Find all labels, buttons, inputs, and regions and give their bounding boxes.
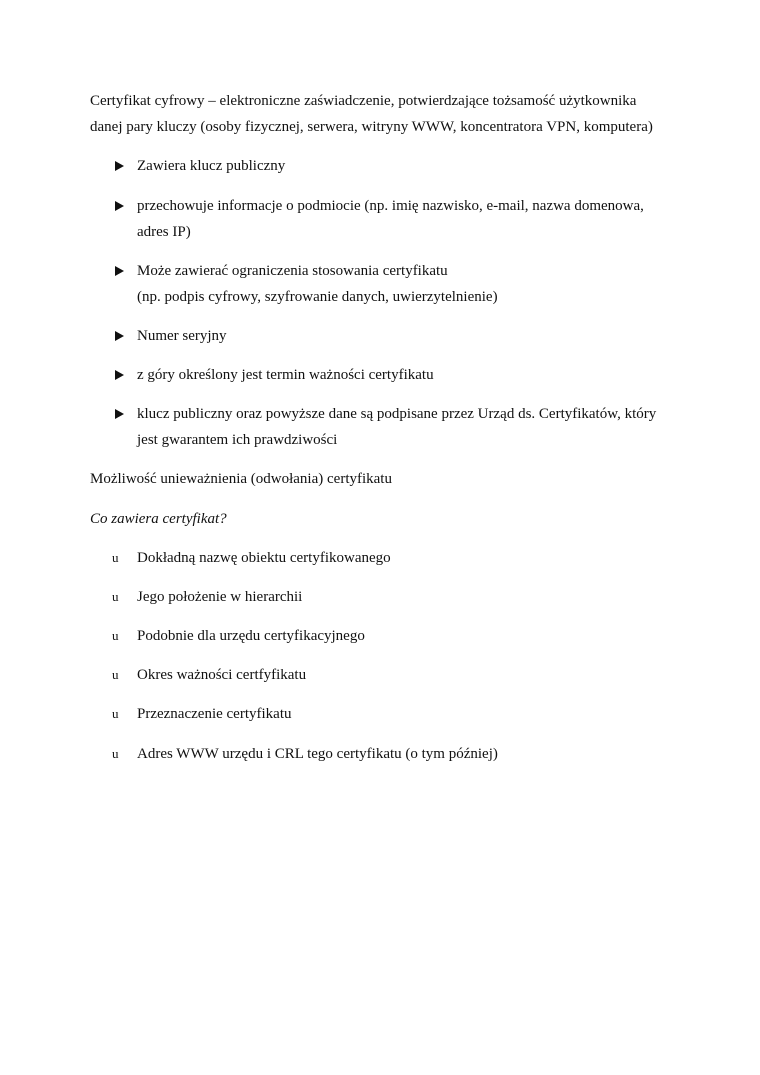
feature-text [137, 258, 692, 310]
feature-item [112, 153, 692, 179]
contents-item [112, 662, 692, 688]
feature-text-line-2: jest gwarantem ich prawdziwości [137, 432, 338, 448]
feature-text-line-2: (np. podpis cyfrowy, szyfrowanie danych, uwierzytelnienie) [137, 289, 498, 305]
contents-item [112, 701, 692, 727]
intro-paragraph [90, 88, 690, 140]
contents-item [112, 545, 692, 571]
contents-text: Dokładną nazwę obiektu certyfikowanego [137, 550, 391, 566]
contents-item [112, 741, 692, 767]
contents-text: Jego położenie w hierarchii [137, 589, 303, 605]
feature-item [112, 258, 692, 310]
feature-text-line-1: klucz publiczny oraz powyższe dane są podpisane przez Urząd ds. Certyfikatów, który [137, 406, 657, 422]
feature-item [112, 193, 692, 245]
feature-text: z góry określony jest termin ważności certyfikatu [137, 367, 434, 383]
intro-line-2: danej pary kluczy (osoby fizycznej, serwera, witryny WWW, koncentratora VPN, komputera) [90, 119, 653, 135]
revocation-paragraph: Możliwość unieważnienia (odwołania) certyfikatu [90, 471, 392, 487]
bullet-marker: u [112, 589, 119, 604]
feature-text [137, 401, 692, 453]
contents-text: Podobnie dla urzędu certyfikacyjnego [137, 628, 365, 644]
bullet-marker: u [112, 550, 119, 565]
bullet-marker: u [112, 667, 119, 682]
bullet-marker: u [112, 628, 119, 643]
contents-text: Okres ważności certfyfikatu [137, 667, 307, 683]
bullet-marker: u [112, 746, 119, 761]
feature-item [112, 323, 692, 349]
intro-line-1: Certyfikat cyfrowy – elektroniczne zaświadczenie, potwierdzające tożsamość użytkownika [90, 93, 637, 109]
feature-text: Numer seryjny [137, 328, 227, 344]
feature-text-line-1: Może zawierać ograniczenia stosowania certyfikatu [137, 263, 448, 279]
contents-text: Adres WWW urzędu i CRL tego certyfikatu (o tym później) [137, 746, 498, 762]
bullet-marker: u [112, 706, 119, 721]
contents-item [112, 623, 692, 649]
feature-item [112, 401, 692, 453]
feature-text [137, 193, 692, 245]
feature-text-line-2: adres IP) [137, 224, 191, 240]
feature-text-line-1: przechowuje informacje o podmiocie (np. imię nazwisko, e-mail, nazwa domenowa, [137, 198, 644, 214]
contents-text: Przeznaczenie certyfikatu [137, 706, 292, 722]
contents-item [112, 584, 692, 610]
feature-text: Zawiera klucz publiczny [137, 158, 286, 174]
question-heading: Co zawiera certyfikat? [90, 511, 227, 527]
feature-item [112, 362, 692, 388]
